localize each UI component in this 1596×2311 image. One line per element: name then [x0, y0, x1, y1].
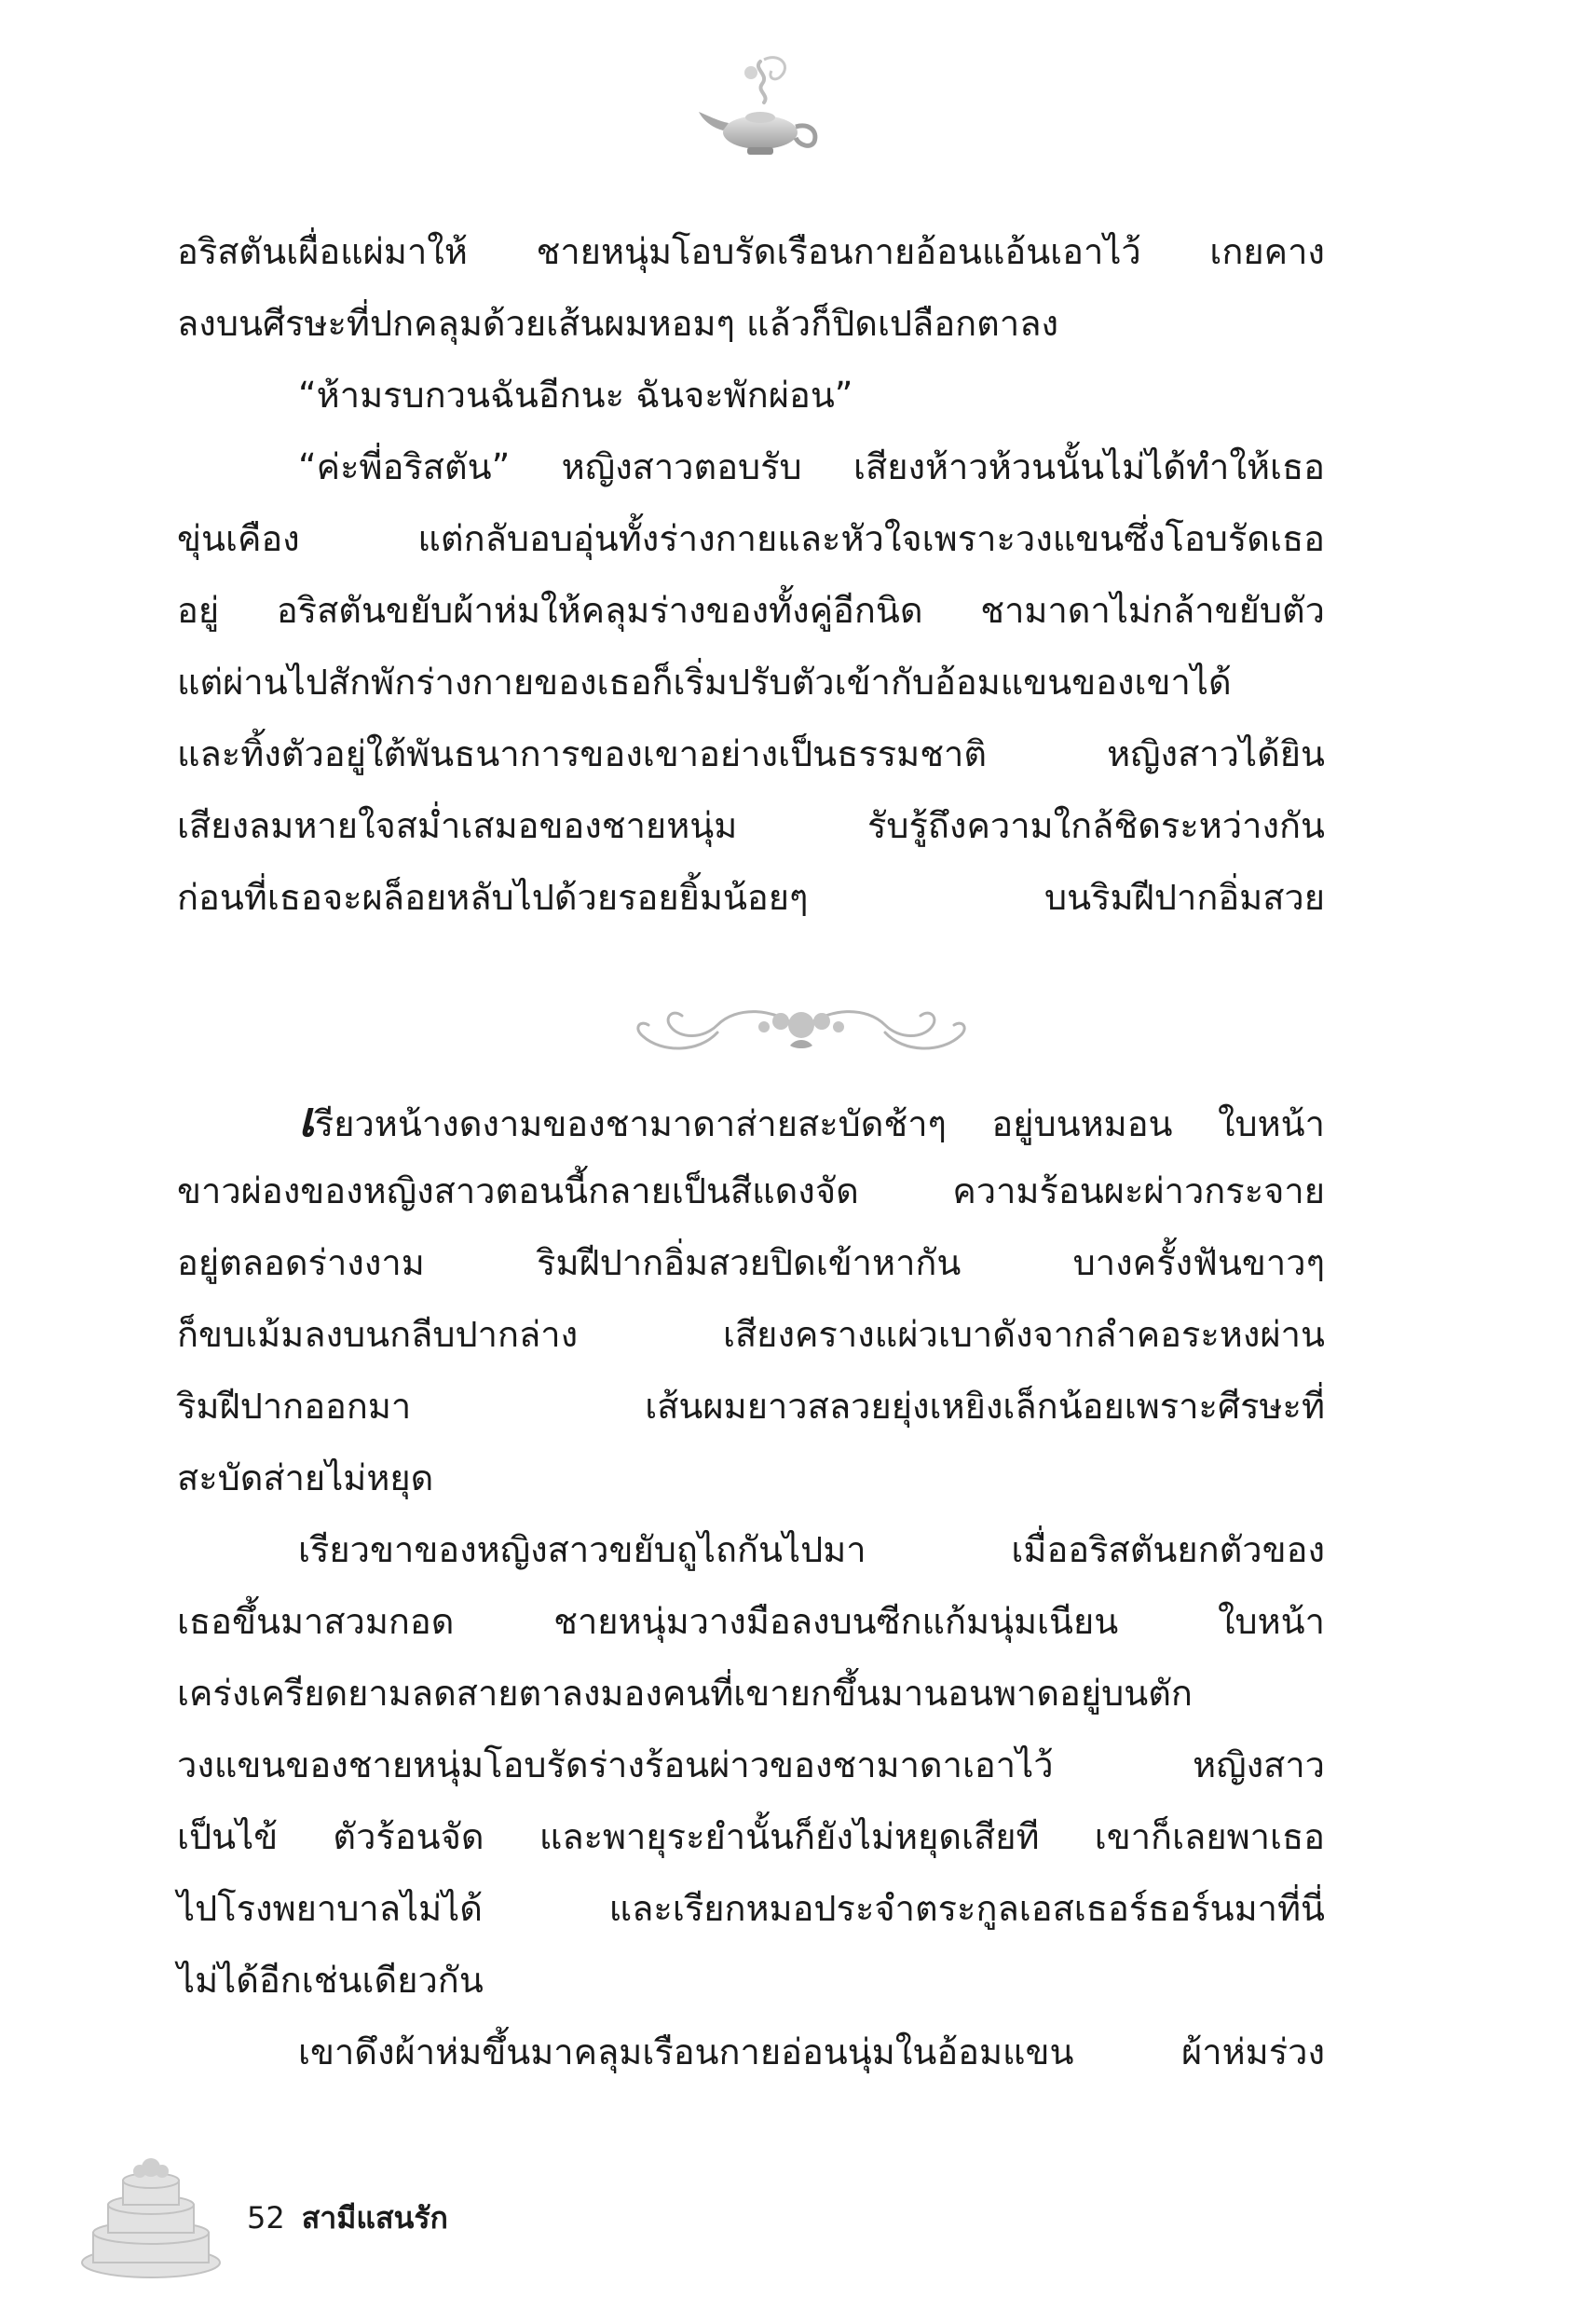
paragraph-line: ก็ขบเม้มลงบนกลีบปากล่าง เสียงครางแผ่วเบาดังจากลำคอระหงผ่าน	[177, 1314, 1325, 1355]
page-footer	[247, 2195, 448, 2242]
paragraph-line: ลงบนศีรษะที่ปกคลุมด้วยเส้นผมหอมๆ แล้วก็ปิดเปลือกตาลง	[177, 303, 1059, 344]
paragraph-line: “ห้ามรบกวนฉันอีกนะ ฉันจะพักผ่อน”	[298, 375, 853, 416]
drop-cap: เ	[298, 1091, 315, 1148]
first-line-text: รียวหน้างดงามของชามาดาส่ายสะบัดช้าๆ อยู่บนหมอน ใบหน้า	[314, 1103, 1325, 1144]
paragraph-line: เสียงลมหายใจสม่ำเสมอของชายหนุ่ม รับรู้ถึงความใกล้ชิดระหว่างกัน	[177, 805, 1325, 846]
paragraph-line: อยู่ตลอดร่างงาม ริมฝีปากอิ่มสวยปิดเข้าหากัน บางครั้งฟันขาวๆ	[177, 1242, 1325, 1283]
paragraph-line: เป็นไข้ ตัวร้อนจัด และพายุระยำนั้นก็ยังไม่หยุดเสียที เขาก็เลยพาเธอ	[177, 1816, 1325, 1857]
page-number: 52	[247, 2200, 285, 2236]
paragraph-line: ริมฝีปากออกมา เส้นผมยาวสลวยยุ่งเหยิงเล็กน้อยเพราะศีรษะที่	[177, 1386, 1325, 1427]
floral-divider-icon	[615, 988, 988, 1072]
paragraph-line: “ค่ะพี่อริสตัน” หญิงสาวตอบรับ เสียงห้าวห้วนนั้นไม่ได้ทำให้เธอ	[298, 446, 1325, 487]
paragraph-line: ขุ่นเคือง แต่กลับอบอุ่นทั้งร่างกายและหัวใจเพราะวงแขนซึ่งโอบรัดเธอ	[177, 518, 1325, 559]
paragraph-line: เธอขึ้นมาสวมกอด ชายหนุ่มวางมือลงบนซีกแก้มนุ่มเนียน ใบหน้า	[177, 1601, 1325, 1642]
text-section-2	[177, 1084, 1325, 2088]
paragraph-line: เคร่งเครียดยามลดสายตาลงมองคนที่เขายกขึ้นมานอนพาดอยู่บนตัก	[177, 1673, 1193, 1714]
paragraph-line: อยู่ อริสตันขยับผ้าห่มให้คลุมร่างของทั้งคู่อีกนิด ชามาดาไม่กล้าขยับตัว	[177, 590, 1325, 631]
paragraph-line: และทิ้งตัวอยู่ใต้พันธนาการของเขาอย่างเป็นธรรมชาติ หญิงสาวได้ยิน	[177, 733, 1325, 774]
paragraph-line: ก่อนที่เธอจะผล็อยหลับไปด้วยรอยยิ้มน้อยๆ บนริมฝีปากอิ่มสวย	[177, 877, 1325, 918]
paragraph-first-line	[177, 1084, 1325, 1156]
wedding-cake-icon	[76, 2143, 225, 2283]
text-section-1	[177, 216, 1325, 934]
paragraph-line: เรียวขาของหญิงสาวขยับถูไถกันไปมา เมื่ออริสตันยกตัวของ	[298, 1529, 1325, 1570]
paragraph-line: แต่ผ่านไปสักพักร่างกายของเธอก็เริ่มปรับตัวเข้ากับอ้อมแขนของเขาได้	[177, 662, 1232, 703]
paragraph-line: ขาวผ่องของหญิงสาวตอนนี้กลายเป็นสีแดงจัด ความร้อนผะผ่าวกระจาย	[177, 1170, 1325, 1211]
paragraph-line: ไม่ได้อีกเช่นเดียวกัน	[177, 1960, 484, 2001]
genie-lamp-icon	[695, 52, 825, 164]
paragraph-line: อริสตันเผื่อแผ่มาให้ ชายหนุ่มโอบรัดเรือนกายอ้อนแอ้นเอาไว้ เกยคาง	[177, 231, 1325, 272]
book-title: สามีแสนรัก	[301, 2200, 448, 2236]
paragraph-line: สะบัดส่ายไม่หยุด	[177, 1457, 434, 1498]
paragraph-line: เขาดึงผ้าห่มขึ้นมาคลุมเรือนกายอ่อนนุ่มในอ้อมแขน ผ้าห่มร่วง	[298, 2031, 1325, 2072]
paragraph-line: วงแขนของชายหนุ่มโอบรัดร่างร้อนผ่าวของชามาดาเอาไว้ หญิงสาว	[177, 1744, 1325, 1785]
paragraph-line: ไปโรงพยาบาลไม่ได้ และเรียกหมอประจำตระกูลเอสเธอร์ธอร์นมาที่นี่	[177, 1888, 1325, 1929]
